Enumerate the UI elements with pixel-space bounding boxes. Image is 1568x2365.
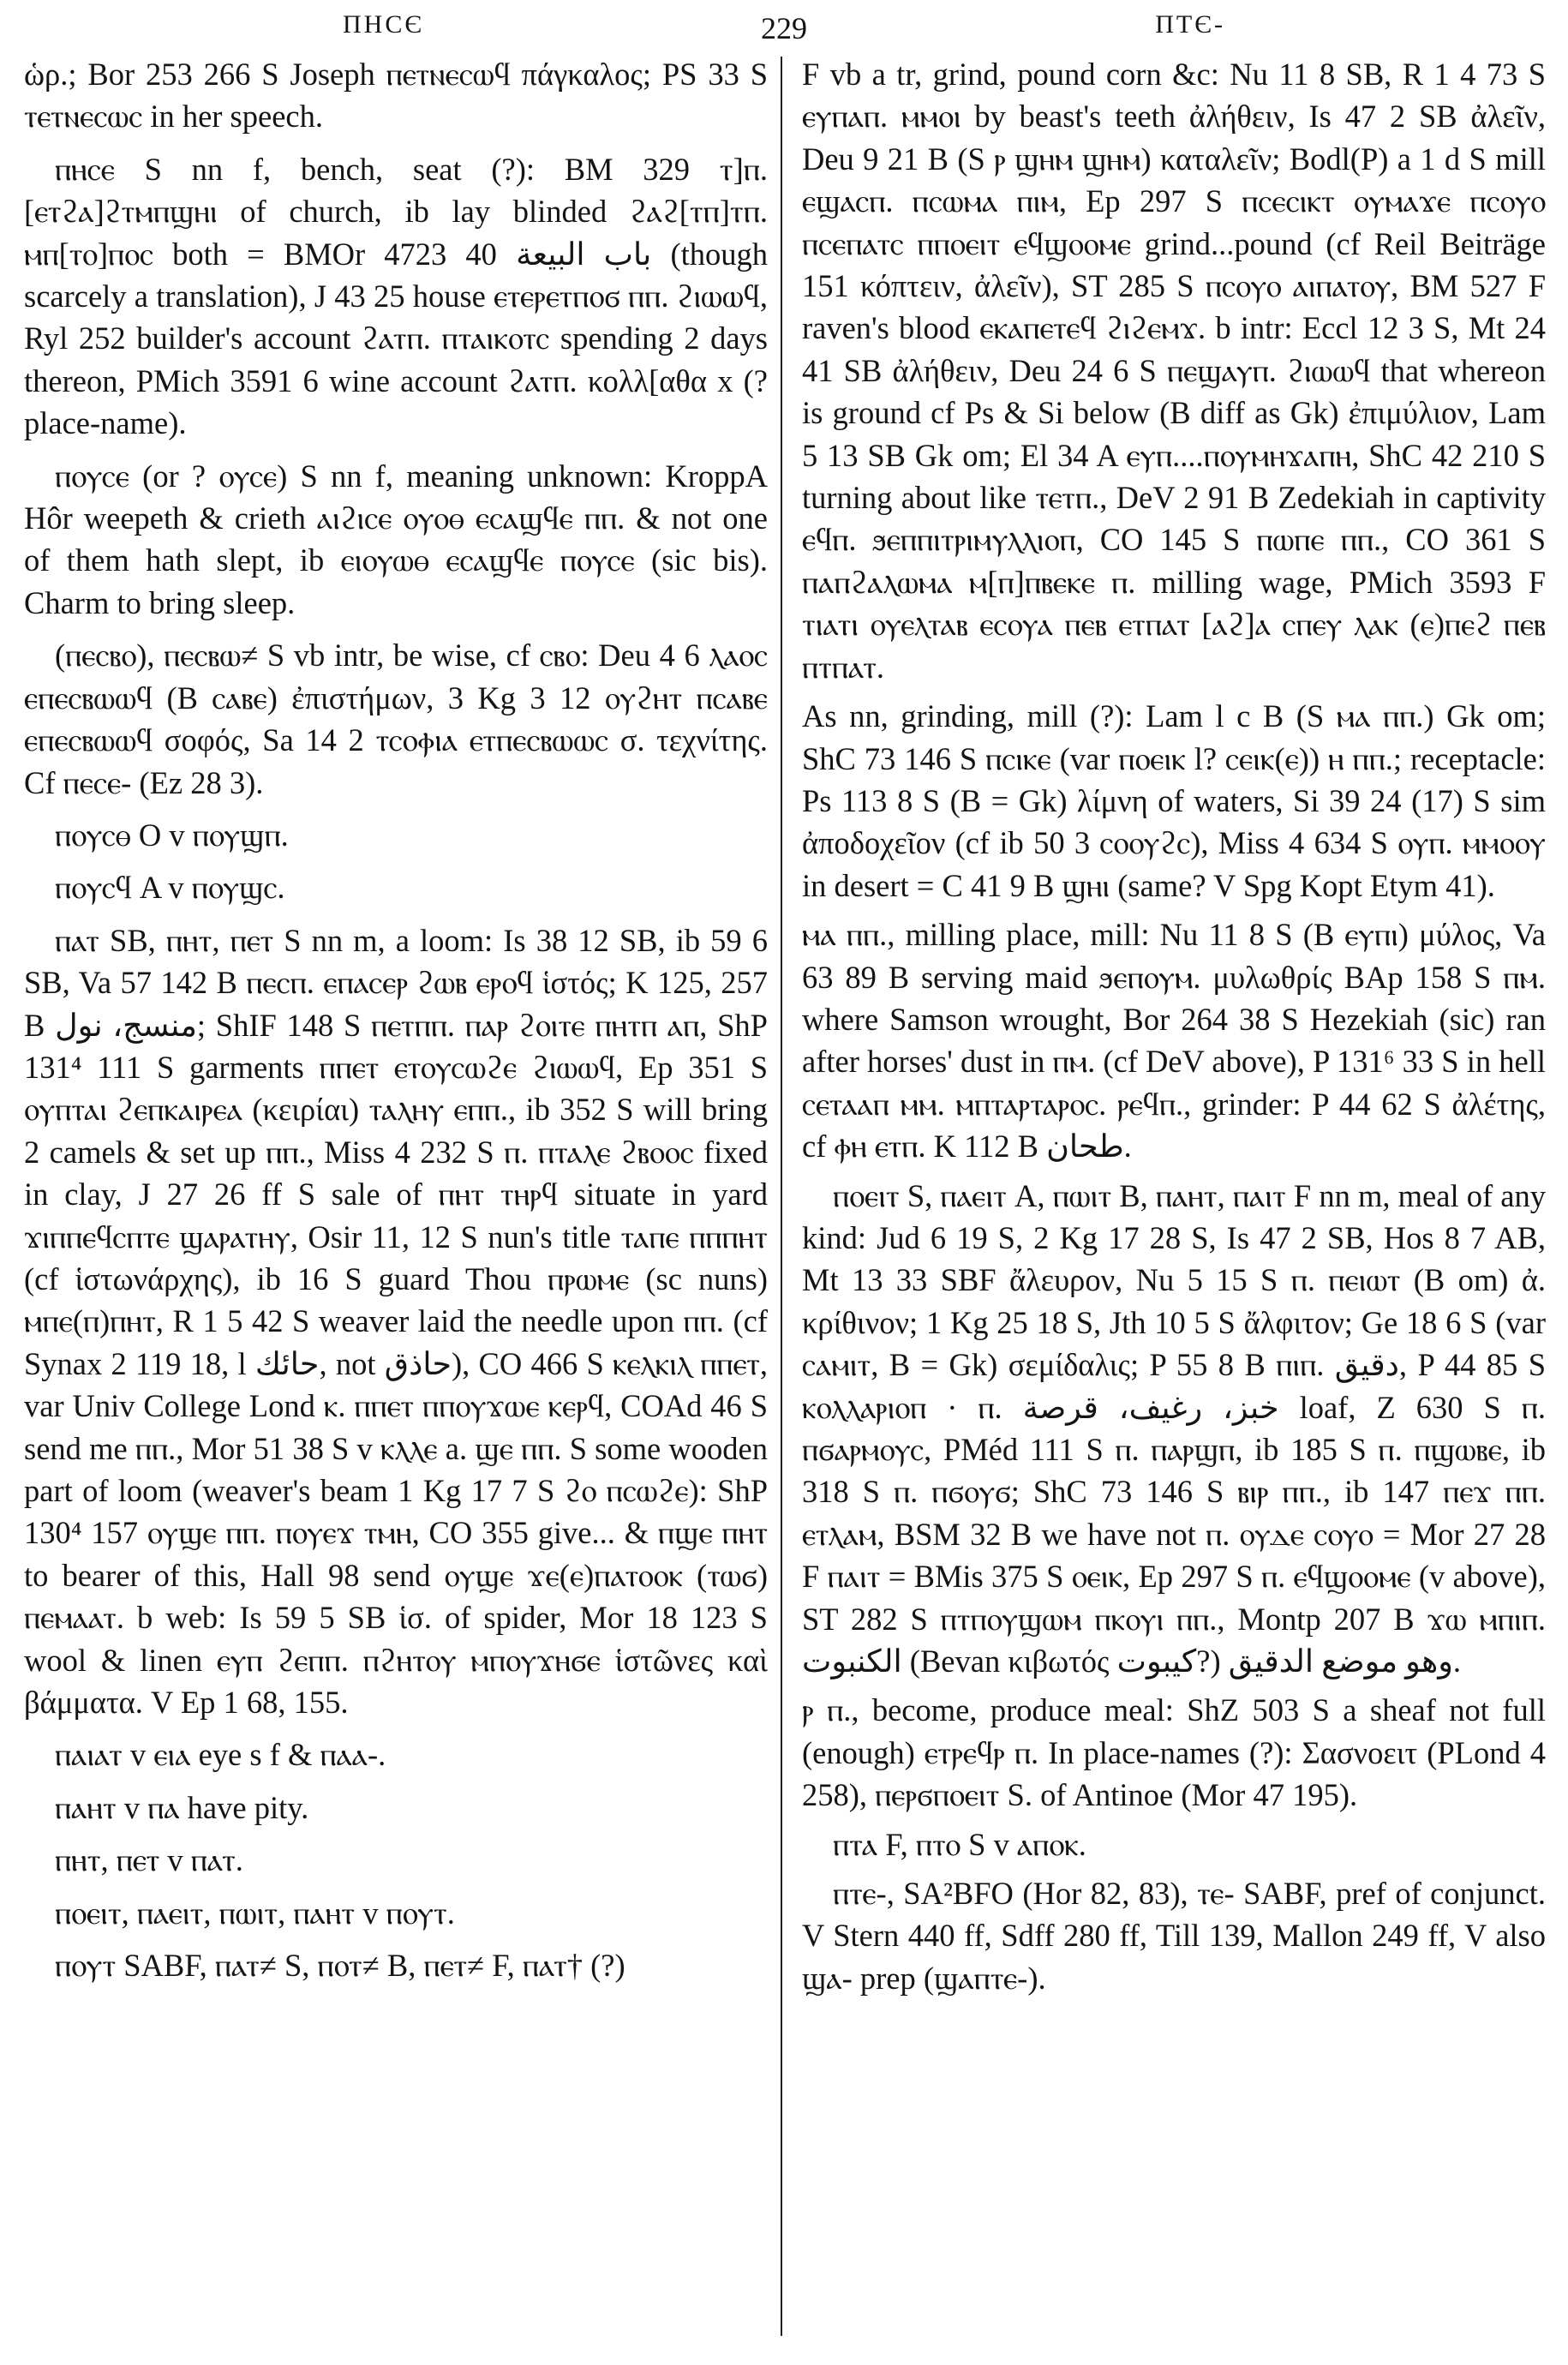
entry-ma-mill: ⲙⲁ ⲡⲡ., milling place, mill: Nu 11 8 S (B ⲉⲩⲡⲓ) μύλος, Va 63 89 B serving maid ϧⲉⲡⲟⲩⲙ. μυλωθρίς BAp 158 S ⲡⲙ. where Samson wrought, Bor 264 38 S Hezekiah (sic) ran after horses' dust in ⲡⲙ. (cf DeV above), P 131⁶ 33 S in hell ⲥⲉⲧⲁⲁⲡ ⲙⲙ. ⲙⲡⲧⲁⲣⲧⲁⲣⲟⲥ. ⲣⲉϥⲡ., grinder: P 44 62 S ἀλέτης, cf ⲫⲏ ⲉⲧⲡ. K 112 B طحان.: [802, 917, 1546, 1165]
entry-continuation: ὡρ.; Bor 253 266 S Joseph ⲡⲉⲧⲛⲉⲥⲱϥ πάγκαλος; PS 33 S ⲧⲉⲧⲛⲉⲥⲱⲥ in her speech.: [24, 57, 768, 135]
entry-poeit-xref: ⲡⲟⲉⲓⲧ, ⲡⲁⲉⲓⲧ, ⲡⲱⲓⲧ, ⲡⲁⲏⲧ v ⲡⲟⲩⲧ.: [55, 1895, 455, 1931]
entry-paet: ⲡⲁⲏⲧ v ⲡⲁ have pity.: [55, 1789, 309, 1825]
entry-pte-prefix: ⲡⲧⲉ-, SA²BFO (Hor 82, 83), ⲧⲉ- SABF, pref of conjunct. V Stern 440 ff, Sdff 280 ff, Till 139, Mallon 249 ff, V also ϣⲁ- prep (ϣⲁⲡⲧⲉ-).: [802, 1876, 1546, 1996]
entry-pouseth: ⲡⲟⲩⲥⲑ O v ⲡⲟⲩϣⲡ.: [55, 817, 289, 853]
entry-pousef: ⲡⲟⲩⲥϥ A v ⲡⲟⲩϣⲥ.: [55, 870, 285, 906]
entry-paiat: ⲡⲁⲓⲁⲧ v ⲉⲓⲁ eye s f & ⲡⲁⲁ-.: [55, 1737, 386, 1773]
entry-pout: ⲡⲟⲩⲧ SABF, ⲡⲁⲧ≠ S, ⲡⲟⲧ≠ B, ⲡⲉⲧ≠ F, ⲡⲁⲧ† (?): [55, 1948, 625, 1984]
right-column: [802, 53, 1546, 2006]
entry-pesbo: (ⲡⲉⲥⲃⲟ), ⲡⲉⲥⲃⲱ≠ S vb intr, be wise, cf ⲥⲃⲟ: Deu 4 6 ⲗⲁⲟⲥ ⲉⲡⲉⲥⲃⲱⲱϥ (B ⲥⲁⲃⲉ) ἐπιστήμων, 3 Kg 3 12 ⲟⲩϩⲏⲧ ⲡⲥⲁⲃⲉ ⲉⲡⲉⲥⲃⲱⲱϥ σοφός, Sa 14 2 ⲧⲥⲟⲫⲓⲁ ⲉⲧⲡⲉⲥⲃⲱⲱⲥ σ. τεχνίτης. Cf ⲡⲉⲥⲉ- (Ez 28 3).: [24, 638, 768, 800]
header-right-headword: ΠΤЄ-: [1155, 10, 1225, 39]
entry-as-noun: As nn, grinding, mill (?): Lam l c B (S ⲙⲁ ⲡⲡ.) Gk om; ShC 73 146 S ⲡⲥⲓⲕⲉ (var ⲡⲟⲉⲓⲕ l? ⲥⲉⲓⲕ(ⲉ)) ⲏ ⲡⲡ.; receptacle: Ps 113 8 S (B = Gk) λίμνη of waters, Si 39 24 (17) S sim ἀποδοχεῖον (cf ib 50 3 ⲥⲟⲟⲩϩⲥ), Miss 4 634 S ⲟⲩⲡ. ⲙⲙⲟⲟⲩ in desert = C 41 9 B ϣⲏⲓ (same? V Spg Kopt Etym 41).: [802, 698, 1546, 903]
entry-pta: ⲡⲧⲁ F, ⲡⲧⲟ S v ⲁⲡⲟⲕ.: [833, 1826, 1086, 1862]
page-header: [24, 10, 1544, 53]
entry-pese: ⲡⲏⲥⲉ S nn f, bench, seat (?): BM 329 ⲧ]ⲡ. [ⲉⲧϩⲁ]ϩⲧⲙⲡϣⲏⲓ of church, ib lay blinded ϩⲁϩ[ⲧⲡ]ⲧⲡ. ⲙⲡ[ⲧⲟ]ⲡⲟⲥ both = BMOr 4723 40 باب البيعة (though scarcely a translation), J 43 25 house ⲉⲧⲉⲣⲉⲧⲡⲟϭ ⲡⲡ. ϩⲓⲱⲱϥ, Ryl 252 builder's account ϩⲁⲧⲡ. ⲡⲧⲁⲓⲕⲟⲧⲥ spending 2 days thereon, PMich 3591 6 wine account ϩⲁⲧⲡ. κολλ[αθα x (? place-name).: [24, 151, 768, 441]
entry-r-produce-meal: ⲣ ⲡ., become, produce meal: ShZ 503 S a sheaf not full (enough) ⲉⲧⲣⲉϥⲣ ⲡ. In place-names (?): Σασνοειτ (PLond 4 258), ⲡⲉⲣϭⲡⲟⲉⲓⲧ S. of Antinoe (Mor 47 195).: [802, 1692, 1546, 1813]
left-column: [24, 53, 768, 1997]
entry-poeit: ⲡⲟⲉⲓⲧ S, ⲡⲁⲉⲓⲧ A, ⲡⲱⲓⲧ B, ⲡⲁⲏⲧ, ⲡⲁⲓⲧ F nn m, meal of any kind: Jud 6 19 S, 2 Kg 17 28 S, Is 47 2 SB, Hos 8 7 AB, Mt 13 33 SBF ἄλευρον, Nu 5 15 S ⲡ. ⲡⲉⲓⲱⲧ (B om) ἀ. κρίθινον; 1 Kg 25 18 S, Jth 10 5 S ἄλφιτον; Ge 18 6 S (var ⲥⲁⲙⲓⲧ, B = Gk) σεμίδαλις; P 55 8 B ⲡⲓⲡ. دقيق, P 44 85 S ⲕⲟⲗⲗⲁⲣⲓⲟⲡ · ⲡ. خبز، رغيف، قرصة loaf, Z 630 S ⲡ. ⲡϭⲁⲣⲙⲟⲩⲥ, PMéd 111 S ⲡ. ⲡⲁⲣϣⲡ, ib 185 S ⲡ. ⲡϣⲱⲃⲉ, ib 318 S ⲡ. ⲡϭⲟⲩϭ; ShC 73 146 S ⲃⲓⲣ ⲡⲡ., ib 147 ⲡⲉϫ ⲡⲡ. ⲉⲧⲗⲁⲙ, BSM 32 B we have not ⲡ. ⲟⲩⲇⲉ ⲥⲟⲩⲟ = Mor 27 28 F ⲡⲁⲓⲧ = BMis 375 S ⲟⲉⲓⲕ, Ep 297 S ⲡ. ⲉϥϣⲟⲟⲙⲉ (v above), ST 282 S ⲡⲧⲡⲟⲩϣⲱⲙ ⲡⲕⲟⲩⲓ ⲡⲡ., Montp 207 B ϫⲱ ⲙⲡⲓⲡ. الكنبوت (Bevan κιβωτός كيبوت?) وهو موضع الدقيق.: [802, 1177, 1547, 1679]
page-number: 229: [761, 11, 807, 45]
entry-pet: ⲡⲏⲧ, ⲡⲉⲧ v ⲡⲁⲧ.: [55, 1842, 243, 1878]
header-left-headword: ΠΗCЄ: [343, 10, 425, 39]
entry-pout-continued: F vb a tr, grind, pound corn &c: Nu 11 8 SB, R 1 4 73 S ⲉⲩⲡⲁⲡ. ⲙⲙⲟⲓ by beast's teeth ἀλήθειν, Is 47 2 SB ἀλεῖν, Deu 9 21 B (S ⲣ ϣⲏⲙ ϣⲏⲙ) καταλεῖν; Bodl(P) a 1 d S mill ⲉϣⲁⲥⲡ. ⲡⲥⲱⲙⲁ ⲡⲓⲙ, Ep 297 S ⲡⲥⲉⲥⲓⲕⲧ ⲟⲩⲙⲁϫⲉ ⲡⲥⲟⲩⲟ ⲡⲥⲉⲡⲁⲧⲥ ⲡⲡⲟⲉⲓⲧ ⲉϥϣⲟⲟⲙⲉ grind...pound (cf Reil Beiträge 151 κόπτειν, ἀλεῖν), ST 285 S ⲡⲥⲟⲩⲟ ⲁⲓⲡⲁⲧⲟⲩ, BM 527 F raven's blood ⲉⲕⲁⲡⲉⲧⲉϥ ϩⲓϩⲉⲙϫ. b intr: Eccl 12 3 S, Mt 24 41 SB ἀλήθειν, Deu 24 6 S ⲡⲉϣⲁⲩⲡ. ϩⲓⲱⲱϥ that whereon is ground cf Ps & Si below (B diff as Gk) ἐπιμύλιον, Lam 5 13 SB Gk om; El 34 A ⲉⲩⲡ....ⲡⲟⲩⲙⲏϫⲁⲡⲏ, ShC 42 210 S turning about like ⲧⲉⲧⲡ., DeV 2 91 B Zedekiah in captivity ⲉϥⲡ. ϧⲉⲡⲡⲓⲧⲣⲓⲙⲩⲗⲗⲓⲟⲡ, CO 145 S ⲡⲱⲡⲉ ⲡⲡ., CO 361 S ⲡⲁⲡϩⲁⲗⲱⲙⲁ ⲙ[ⲡ]ⲡⲃⲉⲕⲉ ⲡ. milling wage, PMich 3593 F ⲧⲓⲁⲧⲓ ⲟⲩⲉⲗⲧⲁⲃ ⲉⲥⲟⲩⲁ ⲡⲉⲃ ⲉⲧⲡⲁⲧ [ⲁϩ]ⲁ ⲥⲡⲉⲩ ⲗⲁⲕ (ⲉ)ⲡⲉϩ ⲡⲉⲃ ⲡⲧⲡⲁⲧ.: [802, 57, 1546, 685]
column-divider: [781, 57, 782, 2336]
entry-pat: ⲡⲁⲧ SB, ⲡⲏⲧ, ⲡⲉⲧ S nn m, a loom: Is 38 12 SB, ib 59 6 SB, Va 57 142 B ⲡⲉⲥⲡ. ⲉⲡⲁⲥⲉⲣ ϩⲱⲃ ⲉⲣⲟϥ ἱστός; K 125, 257 B منسج، نول; ShIF 148 S ⲡⲉⲧⲡⲡ. ⲡⲁⲣ ϩⲟⲓⲧⲉ ⲡⲏⲧⲡ ⲁⲡ, ShP 131⁴ 111 S garments ⲡⲡⲉⲧ ⲉⲧⲟⲩⲥⲱϩⲉ ϩⲓⲱⲱϥ, Ep 351 S ⲟⲩⲡⲧⲁⲓ ϩⲉⲡⲕⲁⲓⲣⲉⲁ (κειρίαι) ⲧⲁⲗⲏⲩ ⲉⲡⲡ., ib 352 S will bring 2 camels & set up ⲡⲡ., Miss 4 232 S ⲡ. ⲡⲧⲁⲗⲉ ϩⲃⲟⲟⲥ fixed in clay, J 27 26 ff S sale of ⲡⲏⲧ ⲧⲏⲣϥ situate in yard ϫⲓⲡⲡⲉϥⲥⲡⲧⲉ ϣⲁⲣⲁⲧⲏⲩ, Osir 11, 12 S nun's title ⲧⲁⲡⲉ ⲡⲡⲡⲏⲧ (cf ἱστωνάρχης), ib 16 S guard Thou ⲡⲣⲱⲙⲉ (sc nuns) ⲙⲡⲉ(ⲡ)ⲡⲏⲧ, R 1 5 42 S weaver laid the needle upon ⲡⲡ. (cf Synax 2 119 18, l حائك, not حاذق), CO 466 S ⲕⲉⲗⲕⲓⲗ ⲡⲡⲉⲧ, var Univ College Lond ⲕ. ⲡⲡⲉⲧ ⲡⲡⲟⲩϫⲱⲉ ⲕⲉⲣϥ, COAd 46 S send me ⲡⲡ., Mor 51 38 S v ⲕⲗⲗⲉ a. ϣⲉ ⲡⲡ. S some wooden part of loom (weaver's beam 1 Kg 17 7 S ϩⲟ ⲡⲥⲱϩⲉ): ShP 130⁴ 157 ⲟⲩϣⲉ ⲡⲡ. ⲡⲟⲩⲉϫ ⲧⲙⲏ, CO 355 give... & ⲡϣⲉ ⲡⲏⲧ to bearer of this, Hall 98 send ⲟⲩϣⲉ ϫⲉ(ⲉ)ⲡⲁⲧⲟⲟⲕ (ⲧⲱϭ) ⲡⲉⲙⲁⲁⲧ. b web: Is 59 5 SB ἱσ. of spider, Mor 18 123 S wool & linen ⲉⲩⲡ ϩⲉⲡⲡ. ⲡϩⲏⲧⲟⲩ ⲙⲡⲟⲩϫⲏϭⲉ ἱστῶνες καὶ βάμματα. V Ep 1 68, 155.: [24, 922, 768, 1721]
entry-pouse: ⲡⲟⲩⲥⲉ (or ? ⲟⲩⲥⲉ) S nn f, meaning unknown: KroppA Hôr weepeth & crieth ⲁⲓϩⲓⲥⲉ ⲟⲩⲟⲑ ⲉⲥⲁϣϥⲉ ⲡⲡ. & not one of them hath slept, ib ⲉⲓⲟⲩⲱⲑ ⲉⲥⲁϣϥⲉ ⲡⲟⲩⲥⲉ (sic bis). Charm to bring sleep.: [24, 458, 768, 620]
